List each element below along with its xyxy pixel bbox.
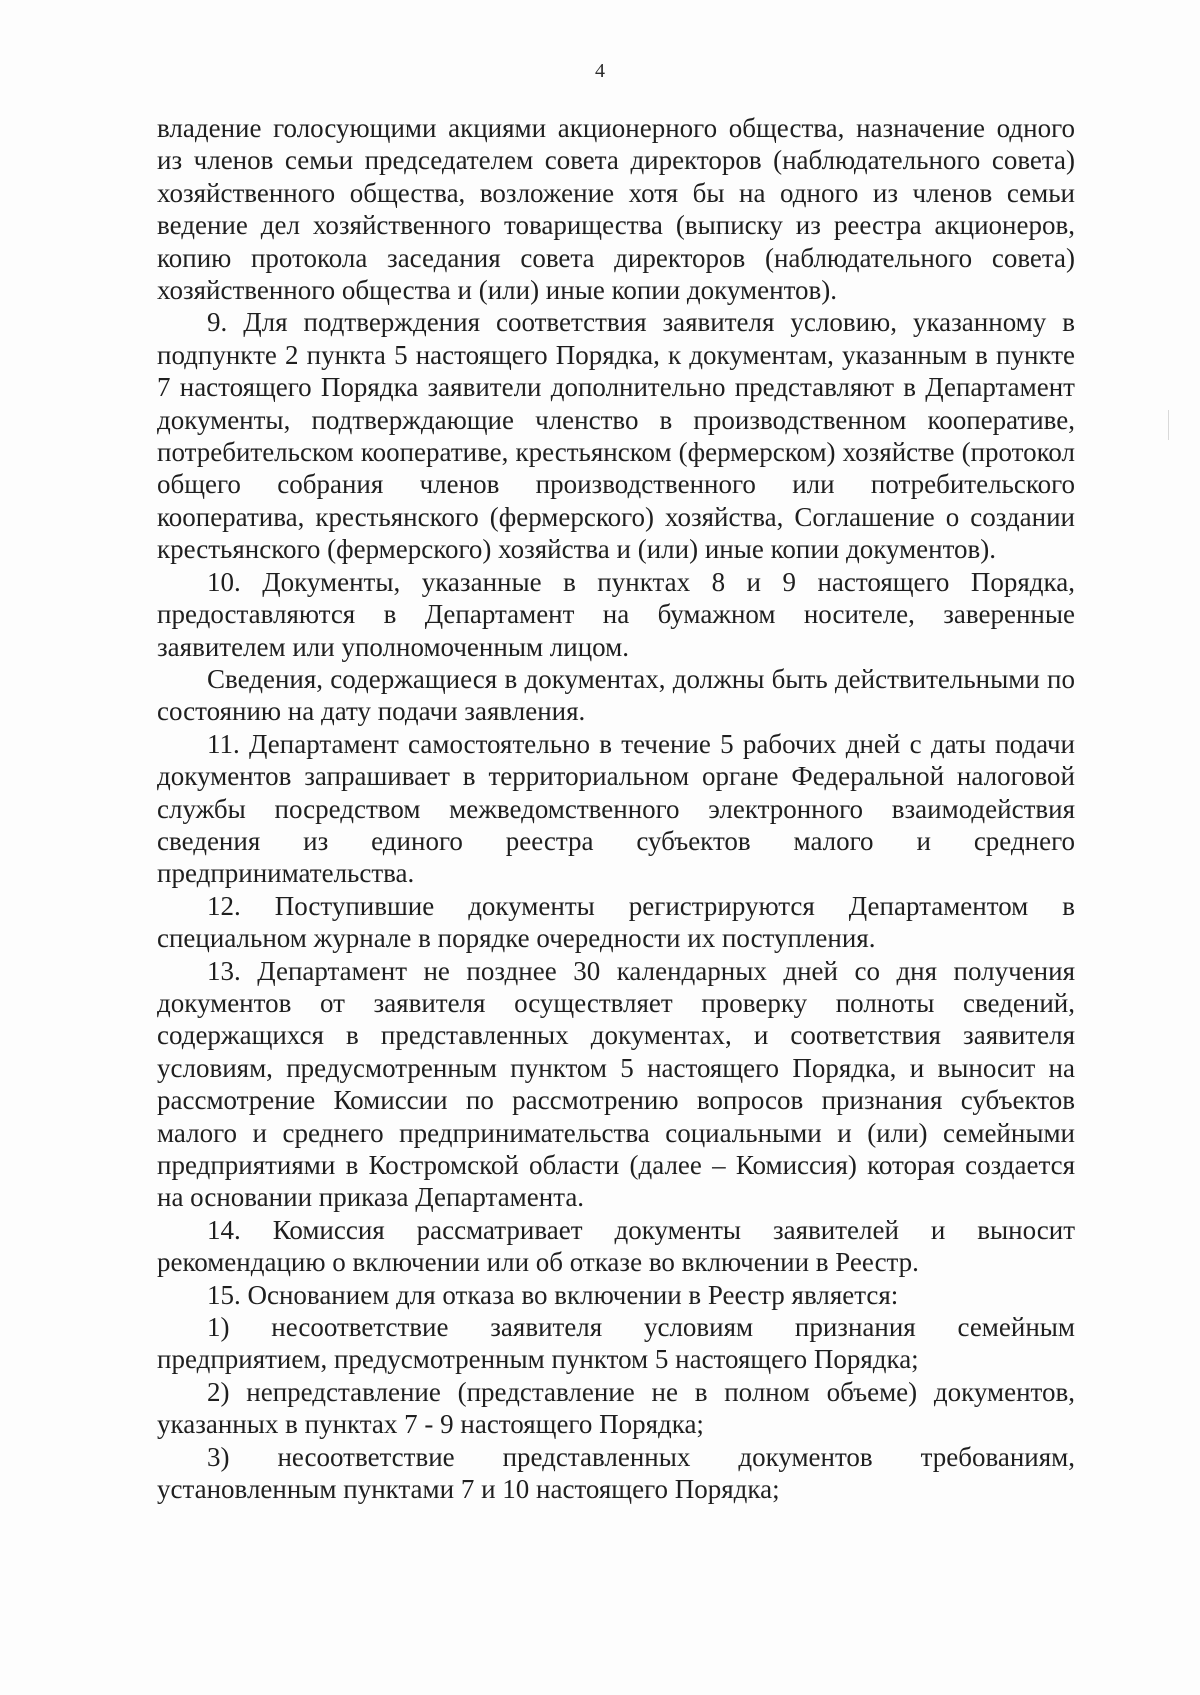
paragraph-15: 15. Основанием для отказа во включении в Реестр является: [207,1279,899,1310]
paragraph-9: 9. Для подтверждения соответствия заявителя условию, указанному в подпункте 2 пункта 5 настоящего Порядка, к документам, указанным в пункте 7 настоящего Порядка заявители дополнительно представляют в Департамент документы, подтверждающие членство в производственном кооперативе, потребительском кооперативе, крестьянском (фермерском) хозяйстве (протокол общего собрания членов производственного или потребительского кооператива, крестьянского (фермерского) хозяйства, Соглашение о создании крестьянского (фермерского) хозяйства и (или) иные копии документов). [157,307,1075,565]
page-number: 4 [595,60,605,82]
paragraph-14: 14. Комиссия рассматривает документы заявителей и выносит рекомендацию о включении или об отказе во включении в Реестр. [157,1214,1075,1278]
paragraph-15-item-3: 3) несоответствие представленных документов требованиям, установленным пунктами 7 и 10 настоящего Порядка; [157,1441,1075,1505]
document-body [157,112,1075,1505]
paragraph-15-item-1: 1) несоответствие заявителя условиям признания семейным предприятием, предусмотренным пунктом 5 настоящего Порядка; [157,1312,1075,1375]
paragraph-13: 13. Департамент не позднее 30 календарных дней со дня получения документов от заявителя осуществляет проверку полноты сведений, содержащихся в представленных документах, и соответствия заявителя условиям, предусмотренным пунктом 5 настоящего Порядка, и выносит на рассмотрение Комиссии по рассмотрению вопросов признания субъектов малого и среднего предпринимательства социальными и (или) семейными предприятиями в Костромской области (далее – Комиссия) которая создается на основании приказа Департамента. [157,955,1075,1213]
paragraph-12: 12. Поступившие документы регистрируются Департаментом в специальном журнале в порядке очередности их поступления. [157,890,1075,954]
paragraph-8-continuation: владение голосующими акциями акционерного общества, назначение одного из членов семьи председателем совета директоров (наблюдательного совета) хозяйственного общества, возложение хотя бы на одного из членов семьи ведение дел хозяйственного товарищества (выписку из реестра акционеров, копию протокола заседания совета директоров (наблюдательного совета) хозяйственного общества и (или) иные копии документов). [157,113,1075,306]
paragraph-11: 11. Департамент самостоятельно в течение 5 рабочих дней с даты подачи документов запрашивает в территориальном органе Федеральной налоговой службы посредством межведомственного электронного взаимодействия сведения из единого реестра субъектов малого и среднего предпринимательства. [157,728,1075,889]
paragraph-10-note: Сведения, содержащиеся в документах, должны быть действительными по состоянию на дату подачи заявления. [157,663,1075,727]
paragraph-10: 10. Документы, указанные в пунктах 8 и 9 настоящего Порядка, предоставляются в Департамент на бумажном носителе, заверенные заявителем или уполномоченным лицом. [157,566,1075,662]
scan-artifact-line [1168,410,1169,440]
paragraph-15-item-2: 2) непредставление (представление не в полном объеме) документов, указанных в пунктах 7 - 9 настоящего Порядка; [157,1376,1075,1440]
